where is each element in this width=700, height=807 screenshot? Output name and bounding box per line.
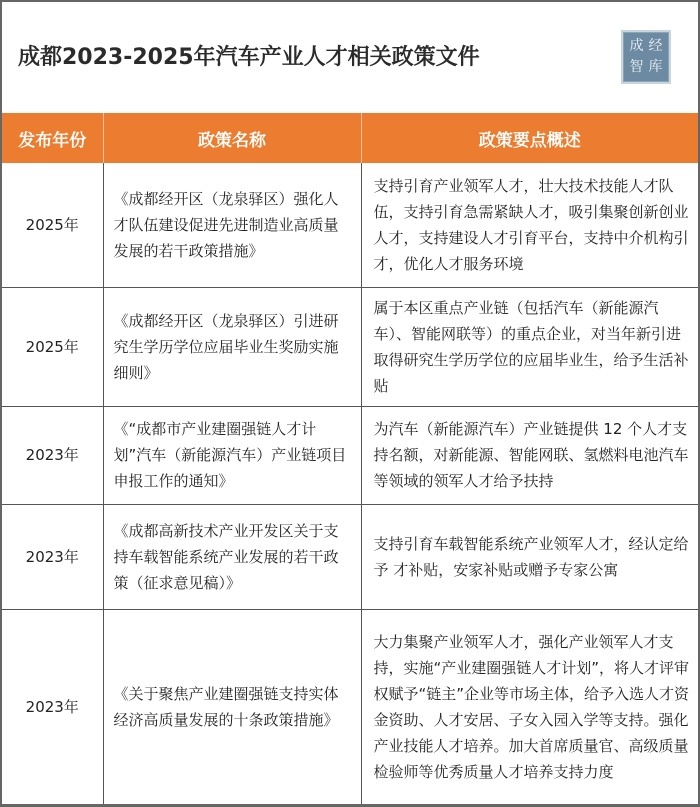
stamp-char: 智 <box>629 59 644 75</box>
table-header-row <box>2 113 698 163</box>
stamp-char: 经 <box>648 38 663 54</box>
table-row <box>2 163 698 287</box>
table-row <box>2 504 698 609</box>
header-year: 发布年份 <box>2 113 103 163</box>
cell-policy-summary: 大力集聚产业领军人才，强化产业领军人才支持，实施“产业建圈强链人才计划”，将人才评审权赋予“链主”企业等市场主体，给予入选人才资金资助、人才安居、子女入园入学等支持。强化产业技能人才培养。加大首席质量官、高级质量检验师等优秀质量人才培养支持力度 <box>361 609 698 804</box>
cell-policy-name: 《“成都市产业建圈强链人才计划”汽车（新能源汽车）产业链项目申报工作的通知》 <box>103 406 361 504</box>
cell-policy-name: 《成都经开区（龙泉驿区）引进研究生学历学位应届毕业生奖励实施细则》 <box>103 287 361 406</box>
stamp-char: 库 <box>648 59 663 75</box>
table-row <box>2 287 698 406</box>
title-area <box>2 2 698 113</box>
cell-year: 2023年 <box>2 504 103 609</box>
cell-year: 2025年 <box>2 287 103 406</box>
table-row <box>2 406 698 504</box>
header-policy-name: 政策名称 <box>103 113 361 163</box>
page-title: 成都2023-2025年汽车产业人才相关政策文件 <box>18 45 480 70</box>
table-row <box>2 609 698 804</box>
cell-policy-name: 《成都经开区（龙泉驿区）强化人才队伍建设促进先进制造业高质量发展的若干政策措施》 <box>103 163 361 287</box>
cell-year: 2023年 <box>2 609 103 804</box>
cell-policy-summary: 支持引育车载智能系统产业领军人才，经认定给予 才补贴，安家补贴或赠予专家公寓 <box>361 504 698 609</box>
cell-policy-summary: 支持引育产业领军人才，壮大技术技能人才队伍，支持引育急需紧缺人才，吸引集聚创新创业人才，支持建设人才引育平台，支持中介机构引才，优化人才服务环境 <box>361 163 698 287</box>
cell-year: 2025年 <box>2 163 103 287</box>
header-policy-summary: 政策要点概述 <box>361 113 698 163</box>
policy-table <box>2 113 698 804</box>
cell-policy-name: 《成都高新技术产业开发区关于支持车载智能系统产业发展的若干政策（征求意见稿）》 <box>103 504 361 609</box>
stamp-char: 成 <box>629 38 644 54</box>
cell-policy-summary: 属于本区重点产业链（包括汽车（新能源汽车）、智能网联等）的重点企业，对当年新引进取得研究生学历学位的应届毕业生，给予生活补贴 <box>361 287 698 406</box>
cell-year: 2023年 <box>2 406 103 504</box>
seal-stamp-icon <box>623 32 669 82</box>
cell-policy-summary: 为汽车（新能源汽车）产业链提供 12 个人才支持名额，对新能源、智能网联、氢燃料电池汽车等领域的领军人才给予扶持 <box>361 406 698 504</box>
cell-policy-name: 《关于聚焦产业建圈强链支持实体经济高质量发展的十条政策措施》 <box>103 609 361 804</box>
